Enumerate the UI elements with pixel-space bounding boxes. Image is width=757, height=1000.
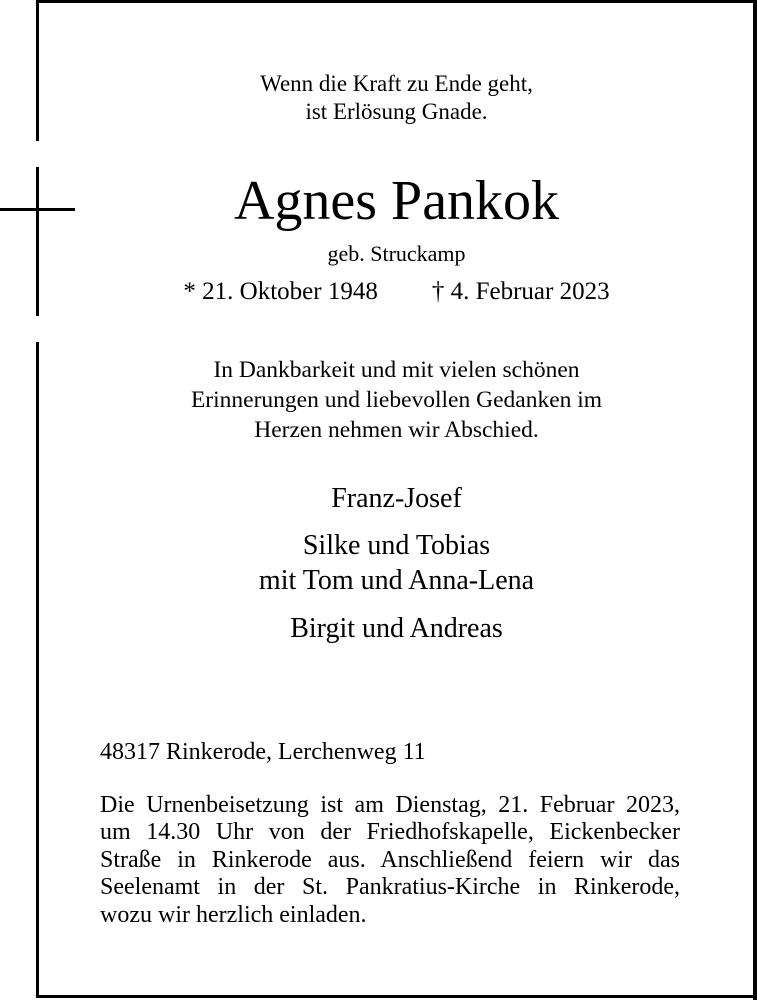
maiden-name: geb. Struckamp — [327, 241, 466, 266]
farewell-line: Erinnerungen und liebevollen Gedanken im — [190, 387, 603, 413]
death-date: † 4. Februar 2023 — [431, 278, 610, 305]
family-group — [40, 528, 753, 598]
family-line: Birgit und Andreas — [290, 613, 503, 644]
frame-left-border-lower — [36, 342, 39, 998]
family-line: mit Tom und Anna-Lena — [258, 565, 535, 596]
verse-line: Wenn die Kraft zu Ende geht, — [260, 71, 533, 96]
birth-date: * 21. Oktober 1948 — [183, 278, 378, 305]
notice-line: Seelenamt in der St. Pankratius-Kirche in Rinkerode, — [100, 874, 680, 901]
frame-right-border — [753, 0, 757, 1000]
frame-bottom-border — [37, 995, 757, 998]
family-line: Franz-Josef — [331, 483, 462, 514]
verse — [40, 70, 753, 126]
mourning-address: 48317 Rinkerode, Lerchenweg 11 — [100, 739, 426, 765]
life-dates — [40, 278, 753, 306]
family-group — [40, 611, 753, 646]
farewell-line: In Dankbarkeit und mit vielen schönen — [213, 357, 580, 383]
funeral-notice — [100, 792, 680, 929]
notice-line: Die Urnenbeisetzung ist am Dienstag, 21. Februar 2023, — [100, 792, 680, 818]
notice-line: wozu wir herzlich einladen. — [100, 901, 367, 928]
cross-vertical-bar — [36, 167, 39, 316]
family-line: Silke und Tobias — [302, 530, 491, 561]
family-group — [40, 481, 753, 516]
farewell-text — [40, 355, 753, 445]
verse-line: ist Erlösung Gnade. — [305, 99, 488, 124]
frame-top-border — [37, 0, 757, 3]
notice-line: um 14.30 Uhr von der Friedhofskapelle, Eickenbecker — [100, 819, 680, 846]
frame-left-border-upper — [36, 0, 39, 141]
farewell-line: Herzen nehmen wir Abschied. — [254, 417, 539, 443]
deceased-name: Agnes Pankok — [233, 170, 560, 232]
notice-line: Straße in Rinkerode aus. Anschließend feiern wir das — [100, 846, 680, 873]
